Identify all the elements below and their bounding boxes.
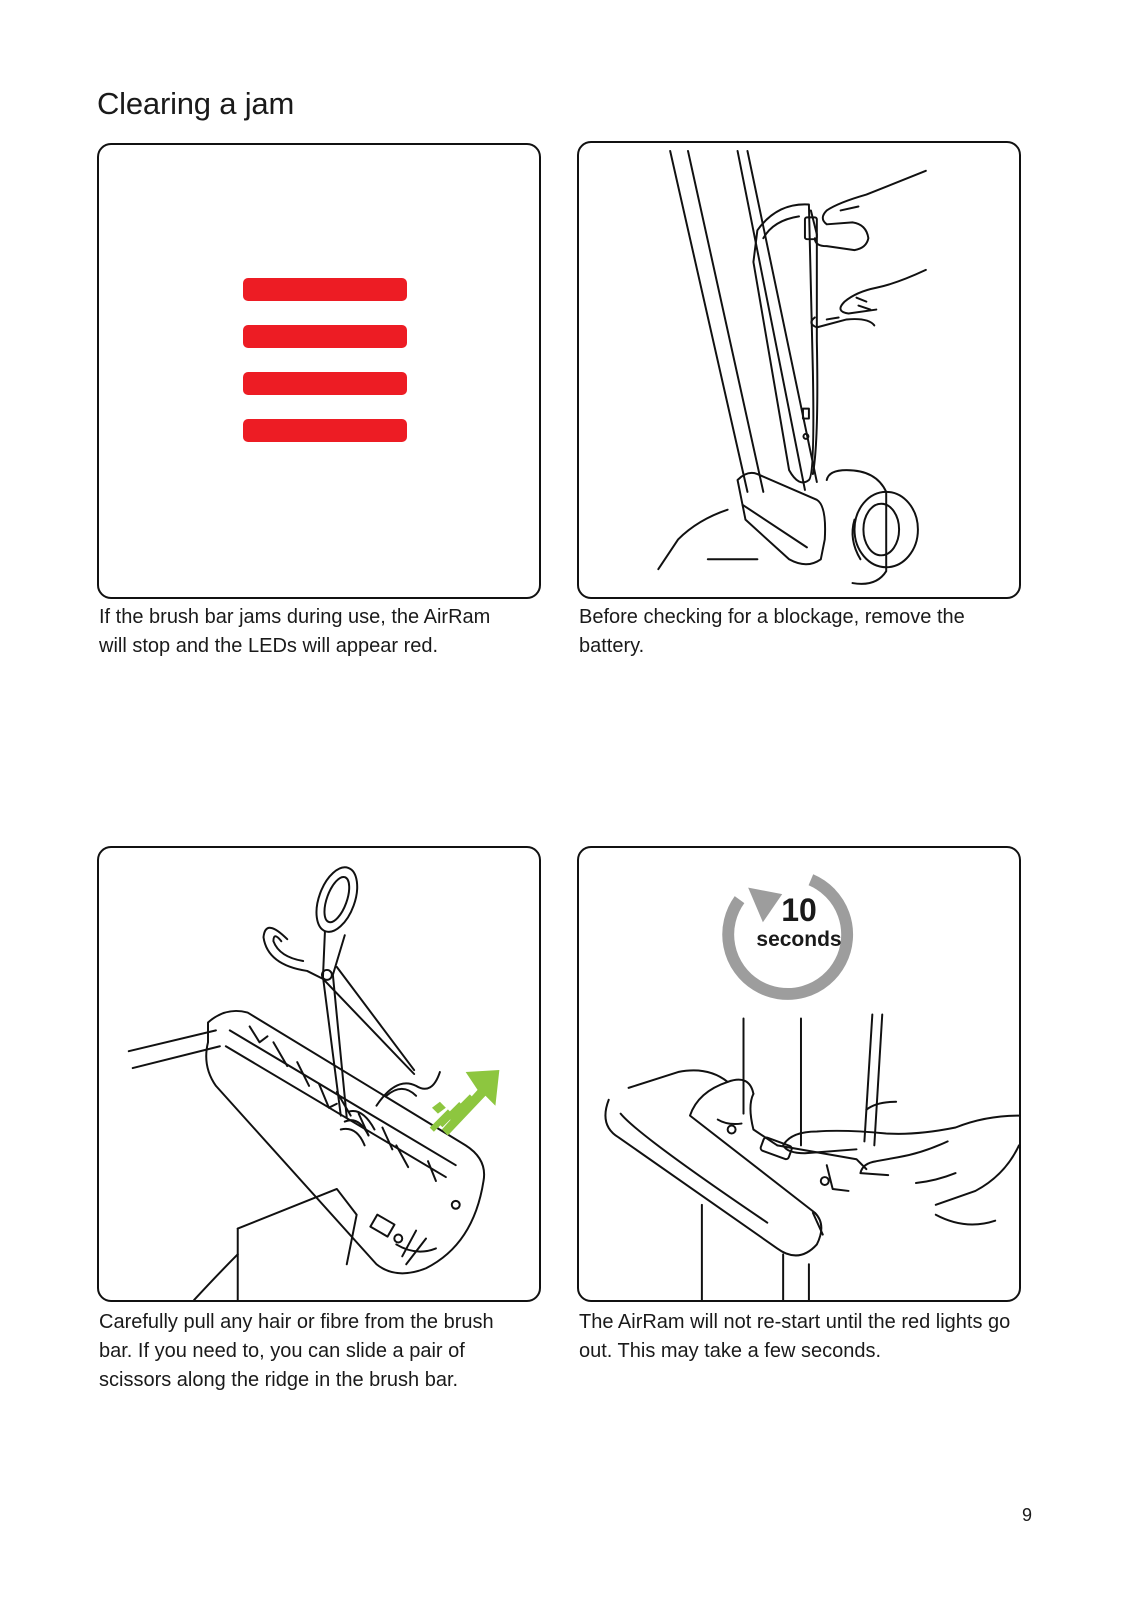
step-4-panel <box>577 846 1021 1302</box>
step-4-caption: The AirRam will not re-start until the red lights go out. This may take a few seconds. <box>579 1311 1011 1362</box>
red-led-bar <box>243 419 407 442</box>
red-led-bar <box>243 372 407 395</box>
page-title: Clearing a jam <box>97 86 295 121</box>
red-led-bar <box>243 278 407 301</box>
step-1-caption: If the brush bar jams during use, the AirRam will stop and the LEDs will appear red. <box>99 606 491 657</box>
step-1-panel <box>97 143 541 599</box>
step-2-caption: Before checking for a blockage, remove the battery. <box>579 606 965 657</box>
timer-value: 10 <box>781 892 817 928</box>
red-led-bar <box>243 325 407 348</box>
timer-unit: seconds <box>756 928 842 951</box>
step-3-caption: Carefully pull any hair or fibre from the brush bar. If you need to, you can slide a pair of scissors along the ridge in the brush bar. <box>99 1311 494 1391</box>
step-2-panel <box>577 141 1021 599</box>
green-arrow-icon <box>99 848 539 1300</box>
battery-removal-illustration <box>579 143 1019 597</box>
step-3-panel <box>97 846 541 1302</box>
page-number: 9 <box>1021 1505 1032 1525</box>
